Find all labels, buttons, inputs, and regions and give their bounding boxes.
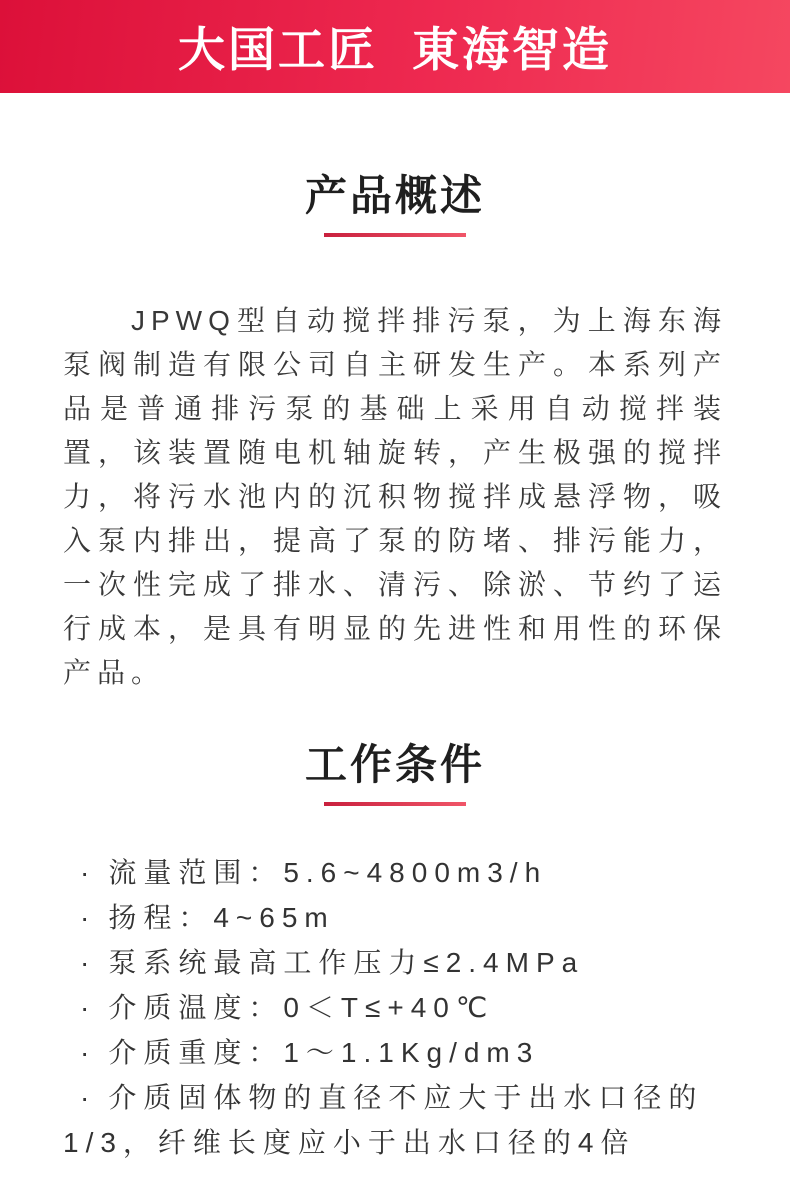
list-item-text: 流量范围：5.6~4800m3/h bbox=[108, 857, 548, 888]
title-underline-overview bbox=[324, 233, 466, 237]
section-title-conditions: 工作条件 bbox=[304, 741, 485, 788]
list-item bbox=[63, 985, 727, 1030]
header-banner bbox=[0, 0, 790, 93]
list-item bbox=[63, 940, 727, 985]
overview-paragraph: JPWQ型自动搅拌排污泵，为上海东海泵阀制造有限公司自主研发生产。本系列产品是普通排污泵的基础上采用自动搅拌装置，该装置随电机轴旋转，产生极强的搅拌力，将污水池内的沉积物搅拌成悬浮物，吸入泵内排出，提高了泵的防堵、排污能力，一次性完成了排水、清污、除淤、节约了运行成本，是具有明显的先进性和用性的环保产品。 bbox=[63, 305, 727, 688]
bullet-icon: · bbox=[80, 992, 97, 1023]
list-item-text: 泵系统最高工作压力≤2.4MPa bbox=[108, 947, 585, 978]
section-title-overview: 产品概述 bbox=[304, 172, 485, 219]
list-item-text: 扬程：4~65m bbox=[108, 902, 335, 933]
bullet-icon: · bbox=[80, 857, 97, 888]
list-item bbox=[63, 895, 727, 940]
list-item bbox=[63, 850, 727, 895]
section-product-overview bbox=[0, 172, 790, 695]
list-item-text: 介质固体物的直径不应大于出水口径的1/3，纤维长度应小于出水口径的4倍 bbox=[63, 1082, 704, 1158]
list-item-text: 介质重度：1～1.1Kg/dm3 bbox=[108, 1037, 540, 1068]
bullet-icon: · bbox=[80, 1037, 97, 1068]
bullet-icon: · bbox=[80, 1082, 97, 1113]
banner-title: 大国工匠 東海智造 bbox=[177, 23, 613, 76]
list-item-text: 介质温度：0＜T≤+40℃ bbox=[108, 992, 495, 1023]
bullet-icon: · bbox=[80, 902, 97, 933]
list-item bbox=[63, 1030, 727, 1075]
list-item bbox=[63, 1075, 727, 1165]
conditions-list bbox=[63, 850, 727, 1165]
section-working-conditions bbox=[0, 741, 790, 1165]
title-underline-conditions bbox=[324, 802, 466, 806]
bullet-icon: · bbox=[80, 947, 97, 978]
